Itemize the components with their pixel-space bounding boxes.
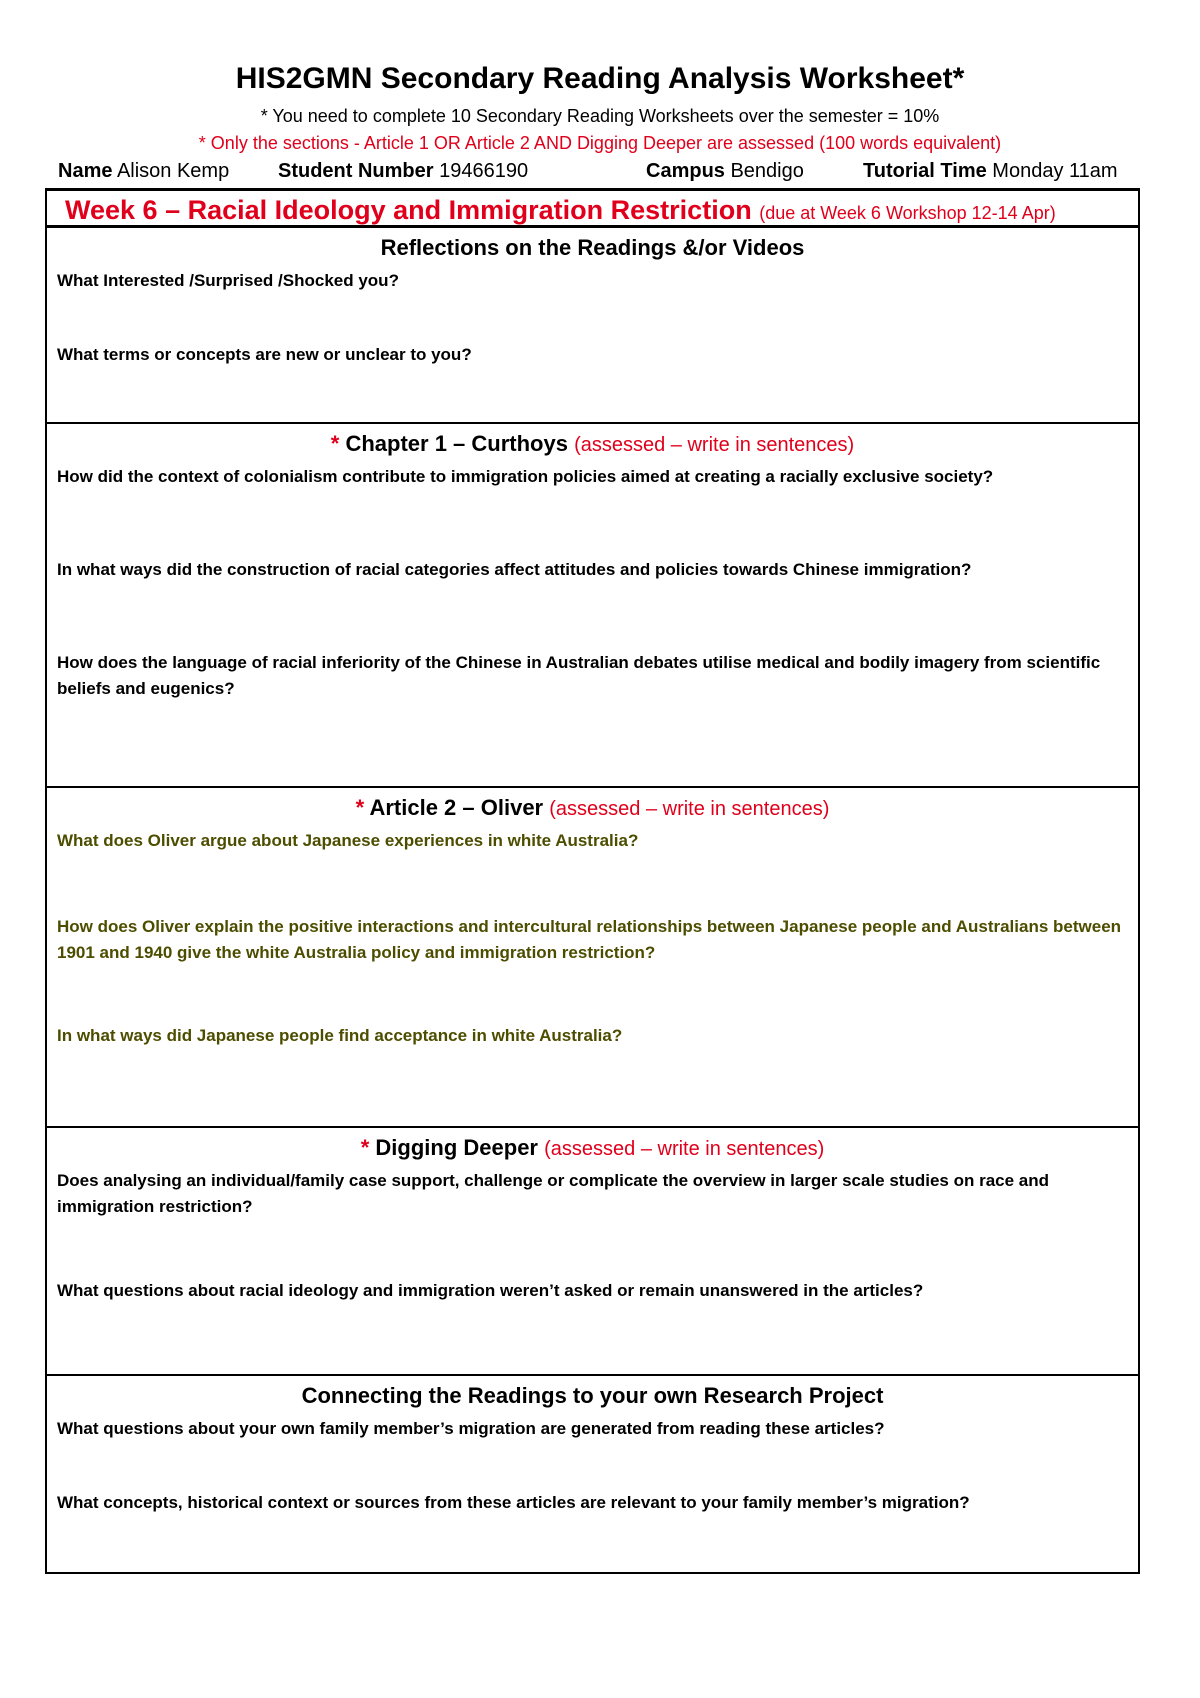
article2-heading bbox=[47, 794, 1138, 823]
assessed-label: (assessed – write in sentences) bbox=[574, 434, 855, 456]
digging-deeper-question: What questions about racial ideology and immigration weren’t asked or remain unanswered in the articles? bbox=[57, 1281, 924, 1300]
page-title: HIS2GMN Secondary Reading Analysis Worksheet* bbox=[235, 62, 965, 95]
assessed-star: * bbox=[355, 795, 365, 820]
name-label: Name bbox=[58, 160, 113, 182]
chapter1-question: How does the language of racial inferiority of the Chinese in Australian debates utilise medical and bodily imagery from scientific beliefs and eugenics? bbox=[57, 653, 1101, 698]
digging-deeper-heading bbox=[47, 1134, 1138, 1163]
chapter1-heading bbox=[47, 430, 1138, 459]
week-due: (due at Week 6 Workshop 12-14 Apr) bbox=[759, 203, 1056, 223]
name-value: Alison Kemp bbox=[116, 160, 230, 182]
chapter1-question: In what ways did the construction of racial categories affect attitudes and policies towards Chinese immigration? bbox=[57, 560, 972, 579]
reflections-question: What Interested /Surprised /Shocked you? bbox=[57, 271, 399, 290]
completion-note: * You need to complete 10 Secondary Reading Worksheets over the semester = 10% bbox=[260, 106, 940, 126]
assessed-label: (assessed – write in sentences) bbox=[544, 1138, 825, 1160]
student-number-field bbox=[278, 160, 528, 183]
reflections-question: What terms or concepts are new or unclear to you? bbox=[57, 345, 472, 364]
tutorial-time-value: Monday 11am bbox=[992, 160, 1118, 182]
article2-title: Article 2 – Oliver bbox=[369, 795, 544, 820]
assessed-note: * Only the sections - Article 1 OR Article 2 AND Digging Deeper are assessed (100 words equivalent) bbox=[198, 133, 1002, 153]
week-title-text: Week 6 – Racial Ideology and Immigration Restriction bbox=[65, 195, 752, 225]
campus-label: Campus bbox=[646, 160, 725, 182]
article2-question: How does Oliver explain the positive interactions and intercultural relationships between Japanese people and Australians between 1901 and 1940 give the white Australia policy and immigration restriction? bbox=[57, 917, 1122, 962]
tutorial-time-label: Tutorial Time bbox=[863, 160, 987, 182]
tutorial-time-field bbox=[863, 160, 1118, 183]
article2-question: In what ways did Japanese people find acceptance in white Australia? bbox=[57, 1026, 623, 1045]
connecting-section bbox=[45, 1376, 1140, 1574]
digging-deeper-section bbox=[45, 1128, 1140, 1376]
name-field bbox=[58, 160, 229, 183]
article2-question: What does Oliver argue about Japanese experiences in white Australia? bbox=[57, 831, 639, 850]
chapter1-question: How did the context of colonialism contribute to immigration policies aimed at creating a racially exclusive society? bbox=[57, 467, 994, 486]
chapter1-title: Chapter 1 – Curthoys bbox=[345, 431, 568, 456]
student-number-value: 19466190 bbox=[439, 160, 529, 182]
week-row bbox=[45, 188, 1140, 228]
reflections-heading: Reflections on the Readings &/or Videos bbox=[380, 235, 805, 260]
connecting-question: What concepts, historical context or sources from these articles are relevant to your family member’s migration? bbox=[57, 1493, 970, 1512]
connecting-heading: Connecting the Readings to your own Research Project bbox=[301, 1383, 884, 1408]
week-title bbox=[65, 195, 1056, 226]
campus-value: Bendigo bbox=[730, 160, 804, 182]
campus-field bbox=[646, 160, 804, 183]
article2-section bbox=[45, 788, 1140, 1128]
connecting-question: What questions about your own family member’s migration are generated from reading these articles? bbox=[57, 1419, 885, 1438]
assessed-label: (assessed – write in sentences) bbox=[549, 798, 830, 820]
chapter1-section bbox=[45, 424, 1140, 788]
reflections-section bbox=[45, 228, 1140, 424]
digging-deeper-question: Does analysing an individual/family case support, challenge or complicate the overview in larger scale studies on race and immigration restriction? bbox=[57, 1171, 1050, 1216]
student-number-label: Student Number bbox=[278, 160, 434, 182]
digging-deeper-title: Digging Deeper bbox=[375, 1135, 538, 1160]
assessed-star: * bbox=[360, 1135, 370, 1160]
assessed-star: * bbox=[330, 431, 340, 456]
